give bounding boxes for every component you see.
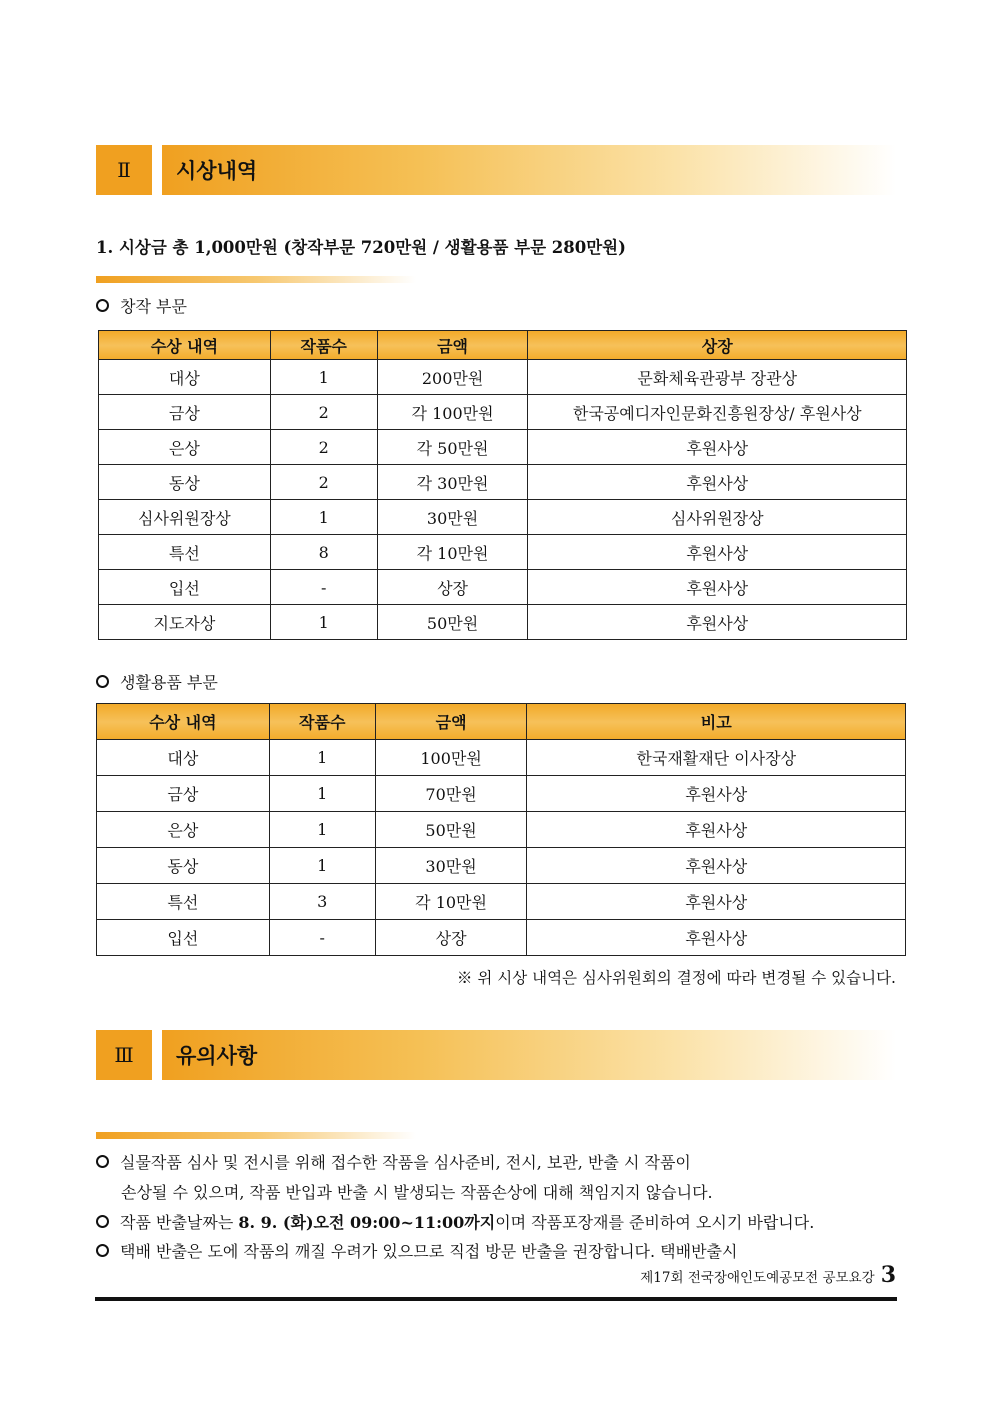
table-row xyxy=(97,812,906,848)
creative-award-table xyxy=(98,330,907,640)
table-cell: 30만원 xyxy=(375,848,527,884)
table-cell: 대상 xyxy=(97,740,270,776)
column-header: 작품수 xyxy=(269,704,375,740)
notice-item xyxy=(96,1210,814,1233)
table-row xyxy=(99,465,907,500)
table-cell: 입선 xyxy=(99,570,271,605)
table-row xyxy=(99,500,907,535)
table-cell: 후원사상 xyxy=(528,535,907,570)
award-change-note: ※ 위 시상 내역은 심사위원회의 결정에 따라 변경될 수 있습니다. xyxy=(456,969,896,987)
table-cell: 후원사상 xyxy=(527,920,906,956)
table-cell: 70만원 xyxy=(375,776,527,812)
heading-underline xyxy=(96,1132,416,1139)
table-cell: 1 xyxy=(270,360,377,395)
table-row xyxy=(97,884,906,920)
bullet-circle-icon xyxy=(96,299,109,312)
page-number: 3 xyxy=(880,1262,896,1288)
table-cell: 50만원 xyxy=(377,605,528,640)
table-cell: 1 xyxy=(270,500,377,535)
section-header-notices xyxy=(96,1030,896,1080)
section-title: 유의사항 xyxy=(162,1030,896,1080)
table-cell: 8 xyxy=(270,535,377,570)
table-cell: 각 50만원 xyxy=(377,430,528,465)
table-cell: 동상 xyxy=(99,465,271,500)
table-row xyxy=(99,535,907,570)
table-cell: 후원사상 xyxy=(528,570,907,605)
table-cell: 지도자상 xyxy=(99,605,271,640)
table-row xyxy=(99,395,907,430)
section-header-awards xyxy=(96,145,896,195)
table-cell: 특선 xyxy=(99,535,271,570)
table-cell: 입선 xyxy=(97,920,270,956)
living-category-heading xyxy=(96,670,218,693)
table-cell: 심사위원장상 xyxy=(528,500,907,535)
table-row xyxy=(99,360,907,395)
table-cell: 동상 xyxy=(97,848,270,884)
table-cell: 2 xyxy=(270,465,377,500)
bullet-circle-icon xyxy=(96,1215,109,1228)
table-cell: 후원사상 xyxy=(527,812,906,848)
notice-text-part: 작품 반출날짜는 xyxy=(120,1213,239,1232)
table-cell: 금상 xyxy=(99,395,271,430)
table-cell: 각 30만원 xyxy=(377,465,528,500)
table-header-row xyxy=(97,704,906,740)
table-cell: 상장 xyxy=(377,570,528,605)
notice-text-continued: 손상될 수 있으며, 작품 반입과 반출 시 발생되는 작품손상에 대해 책임지지 않습니다. xyxy=(121,1183,713,1202)
section-number: Ⅲ xyxy=(96,1030,152,1080)
column-header: 비고 xyxy=(527,704,906,740)
table-cell: - xyxy=(270,570,377,605)
bullet-circle-icon xyxy=(96,1244,109,1257)
table-row xyxy=(97,848,906,884)
table-cell: 100만원 xyxy=(375,740,527,776)
table-cell: 1 xyxy=(269,740,375,776)
table-cell: 문화체육관광부 장관상 xyxy=(528,360,907,395)
table-cell: 30만원 xyxy=(377,500,528,535)
creative-category-label: 창작 부문 xyxy=(120,297,187,316)
table-row xyxy=(97,740,906,776)
column-header: 금액 xyxy=(375,704,527,740)
table-cell: 각 10만원 xyxy=(377,535,528,570)
table-cell: 1 xyxy=(269,776,375,812)
column-header: 작품수 xyxy=(270,331,377,360)
table-cell: 한국재활재단 이사장상 xyxy=(527,740,906,776)
table-cell: 후원사상 xyxy=(527,848,906,884)
notice-text-part: 이며 작품포장재를 준비하여 오시기 바랍니다. xyxy=(495,1213,815,1232)
table-cell: 각 100만원 xyxy=(377,395,528,430)
table-row xyxy=(99,430,907,465)
table-cell: 은상 xyxy=(99,430,271,465)
table-cell: 특선 xyxy=(97,884,270,920)
footer-title: 제17회 전국장애인도예공모전 공모요강 xyxy=(640,1270,875,1286)
table-cell: 금상 xyxy=(97,776,270,812)
table-cell: 1 xyxy=(270,605,377,640)
living-category-label: 생활용품 부문 xyxy=(120,673,218,692)
notice-item xyxy=(96,1150,691,1173)
table-cell: 후원사상 xyxy=(527,776,906,812)
table-cell: 2 xyxy=(270,430,377,465)
notice-text: 실물작품 심사 및 전시를 위해 접수한 작품을 심사준비, 전시, 보관, 반출 시 작품이 xyxy=(120,1153,691,1172)
notice-item xyxy=(96,1239,737,1262)
table-cell: 1 xyxy=(269,812,375,848)
section-number: Ⅱ xyxy=(96,145,152,195)
column-header: 상장 xyxy=(528,331,907,360)
table-cell: 3 xyxy=(269,884,375,920)
notice-text xyxy=(120,1210,814,1233)
column-header: 금액 xyxy=(377,331,528,360)
prize-total-heading: 1. 시상금 총 1,000만원 (창작부문 720만원 / 생활용품 부문 280만원) xyxy=(96,238,626,257)
return-date-highlight: 8. 9. (화)오전 09:00~11:00까지 xyxy=(238,1213,496,1232)
table-cell: 1 xyxy=(269,848,375,884)
table-cell: 후원사상 xyxy=(528,430,907,465)
table-cell: 한국공예디자인문화진흥원장상/ 후원사상 xyxy=(528,395,907,430)
table-cell: 2 xyxy=(270,395,377,430)
table-cell: 후원사상 xyxy=(528,605,907,640)
table-cell: - xyxy=(269,920,375,956)
table-row xyxy=(99,605,907,640)
table-cell: 대상 xyxy=(99,360,271,395)
living-award-table xyxy=(96,703,906,956)
table-cell: 은상 xyxy=(97,812,270,848)
table-row xyxy=(99,570,907,605)
column-header: 수상 내역 xyxy=(97,704,270,740)
section-title: 시상내역 xyxy=(162,145,896,195)
table-cell: 200만원 xyxy=(377,360,528,395)
table-row xyxy=(97,920,906,956)
table-cell: 각 10만원 xyxy=(375,884,527,920)
table-cell: 후원사상 xyxy=(528,465,907,500)
column-header: 수상 내역 xyxy=(99,331,271,360)
notice-text: 택배 반출은 도에 작품의 깨질 우려가 있으므로 직접 방문 반출을 권장합니다. 택배반출시 xyxy=(120,1242,738,1261)
page-footer xyxy=(640,1262,896,1288)
creative-category-heading xyxy=(96,294,187,317)
table-cell: 후원사상 xyxy=(527,884,906,920)
table-cell: 심사위원장상 xyxy=(99,500,271,535)
bullet-circle-icon xyxy=(96,1155,109,1168)
heading-underline xyxy=(96,276,416,283)
table-cell: 상장 xyxy=(375,920,527,956)
footer-divider xyxy=(95,1297,897,1301)
table-header-row xyxy=(99,331,907,360)
table-row xyxy=(97,776,906,812)
bullet-circle-icon xyxy=(96,675,109,688)
table-cell: 50만원 xyxy=(375,812,527,848)
